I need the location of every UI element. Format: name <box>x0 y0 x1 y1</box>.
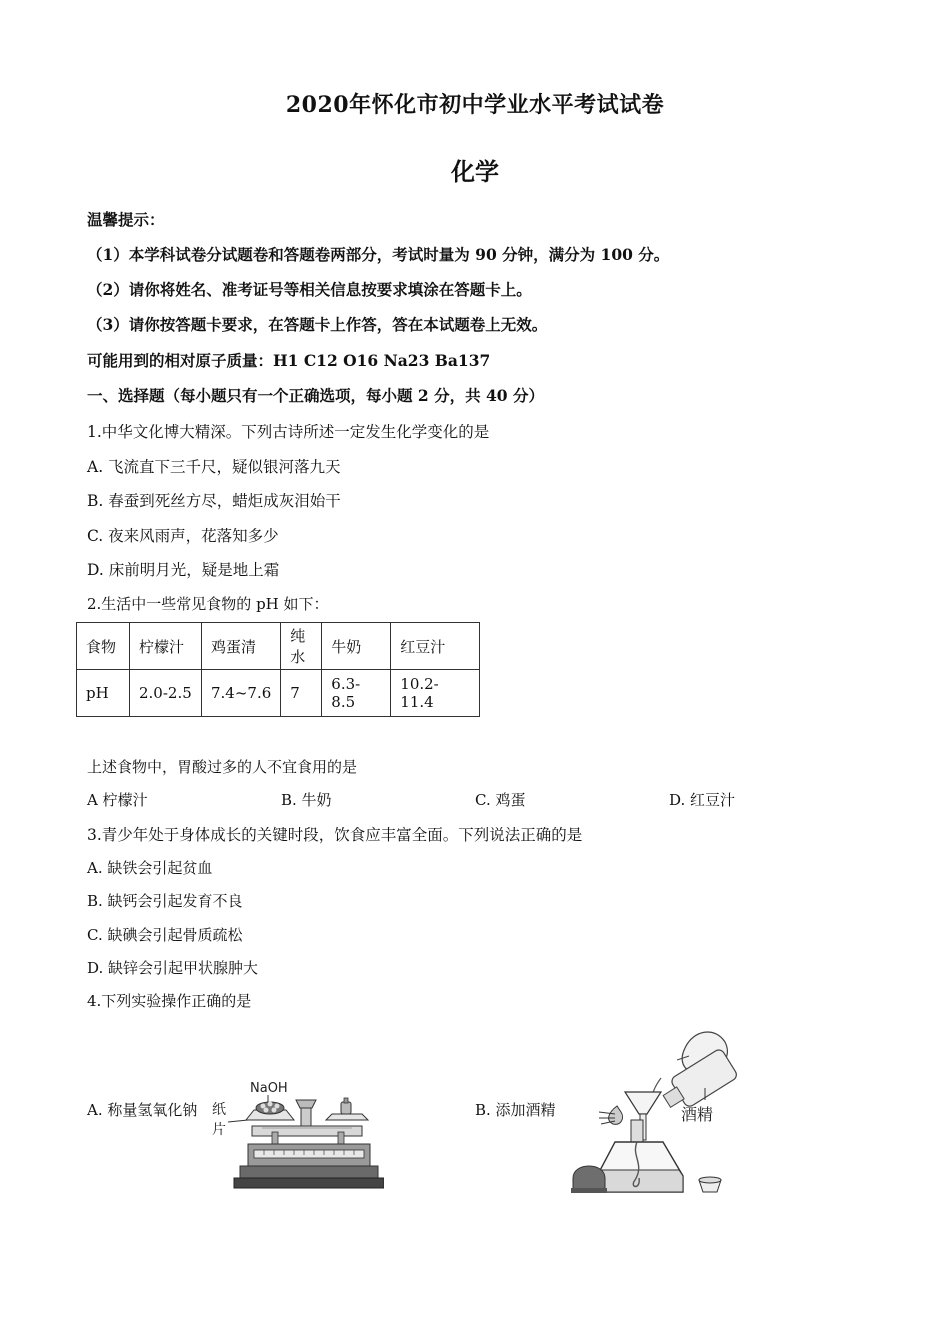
question-2-option-d: D. 红豆汁 <box>669 791 736 809</box>
alcohol-lamp-figure <box>565 1020 755 1196</box>
question-1-option-b: B. 春蚕到死丝方尽，蜡炬成灰泪始干 <box>87 492 341 510</box>
question-1-option-c: C. 夜来风雨声，花落知多少 <box>87 527 279 545</box>
question-4-stem: 4.下列实验操作正确的是 <box>87 992 252 1010</box>
question-1-stem: 1.中华文化博大精深。下列古诗所述一定发生化学变化的是 <box>87 423 490 441</box>
tip-item: （1）本学科试卷分试题卷和答题卷两部分，考试时量为 90 分钟，满分为 100 分。 <box>87 245 670 264</box>
question-4-option-b: B. 添加酒精 <box>475 1101 556 1119</box>
question-2-option-b: B. 牛奶 <box>281 791 332 809</box>
balance-figure <box>208 1070 384 1192</box>
tip-item: （3）请你按答题卡要求，在答题卡上作答，答在本试题卷上无效。 <box>87 315 548 334</box>
table-cell: 牛奶 <box>322 623 391 670</box>
question-1-option-d: D. 床前明月光，疑是地上霜 <box>87 561 280 579</box>
naoh-label: NaOH <box>250 1081 288 1096</box>
atomic-masses: 可能用到的相对原子质量：H1 C12 O16 Na23 Ba137 <box>87 351 491 370</box>
ph-table <box>76 622 480 717</box>
table-cell: 鸡蛋清 <box>202 623 281 670</box>
question-2-option-a: A 柠檬汁 <box>87 791 148 809</box>
section-heading: 一、选择题（每小题只有一个正确选项，每小题 2 分，共 40 分） <box>87 386 544 405</box>
question-3-option-c: C. 缺碘会引起骨质疏松 <box>87 926 243 944</box>
table-cell: 红豆汁 <box>391 623 480 670</box>
question-3-option-b: B. 缺钙会引起发育不良 <box>87 892 243 910</box>
question-3-option-a: A. 缺铁会引起贫血 <box>87 859 213 877</box>
tips-heading: 温馨提示： <box>87 210 165 229</box>
paper-label: 纸 <box>212 1102 226 1118</box>
subject-title: 化学 <box>451 157 499 186</box>
table-cell: 6.3-8.5 <box>322 670 391 717</box>
table-cell: pH <box>77 670 130 717</box>
table-cell: 2.0-2.5 <box>130 670 202 717</box>
question-3-option-d: D. 缺锌会引起甲状腺肿大 <box>87 959 259 977</box>
question-3-stem: 3.青少年处于身体成长的关键时段，饮食应丰富全面。下列说法正确的是 <box>87 826 583 844</box>
table-cell: 纯水 <box>281 623 322 670</box>
paper-label: 片 <box>212 1122 226 1138</box>
table-cell: 10.2-11.4 <box>391 670 480 717</box>
tip-item: （2）请你将姓名、准考证号等相关信息按要求填涂在答题卡上。 <box>87 280 532 299</box>
table-cell: 7.4~7.6 <box>202 670 281 717</box>
question-2-stem: 2.生活中一些常见食物的 pH 如下： <box>87 595 329 613</box>
question-4-option-a: A. 称量氢氧化钠 <box>87 1101 198 1119</box>
exam-title: 2020年怀化市初中学业水平考试试卷 <box>285 92 665 118</box>
table-row <box>77 623 480 670</box>
question-2-prompt: 上述食物中，胃酸过多的人不宜食用的是 <box>87 758 358 776</box>
alcohol-label: 酒精 <box>681 1105 714 1124</box>
question-1-option-a: A. 飞流直下三千尺，疑似银河落九天 <box>87 458 341 476</box>
table-cell: 7 <box>281 670 322 717</box>
table-cell: 食物 <box>77 623 130 670</box>
table-cell: 柠檬汁 <box>130 623 202 670</box>
question-2-option-c: C. 鸡蛋 <box>475 791 526 809</box>
table-row <box>77 670 480 717</box>
